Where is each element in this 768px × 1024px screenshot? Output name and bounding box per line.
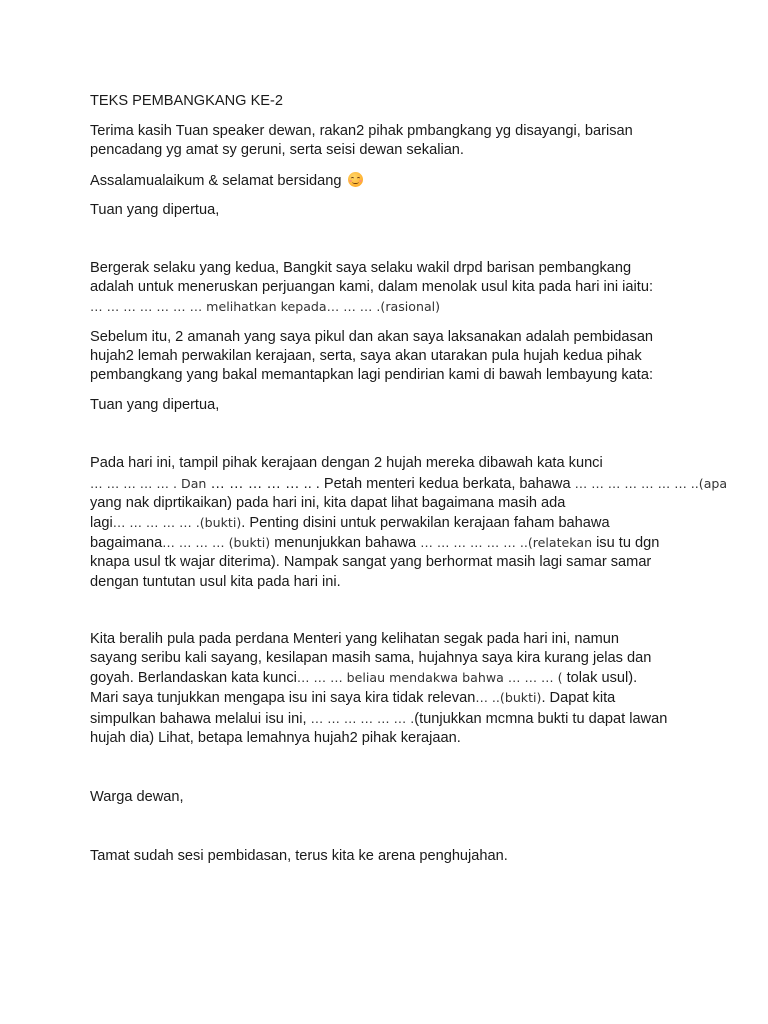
intro-line-2: pencadang yg amat sy geruni, serta seisi dewan sekalian. (90, 142, 464, 159)
document-title: TEKS PEMBANGKANG KE-2 (90, 93, 284, 109)
paragraph-pada-line-7: dengan tuntutan usul kita pada hari ini. (90, 573, 341, 590)
paragraph-sebelum-line-2: hujah2 lemah perwakilan kerajaan, serta, saya akan utarakan pula hujah kedua pihak (90, 347, 642, 364)
paragraph-sebelum (90, 328, 690, 386)
greeting-text: Assalamualaikum & selamat bersidang (90, 172, 342, 189)
address-tuan-2: Tuan yang dipertua, (90, 397, 220, 414)
paragraph-sebelum-line-3: pembangkang yang bakal memantapkan lagi pendirian kami di bawah lembayung kata: (90, 367, 654, 384)
paragraph-bergerak-line-2: adalah untuk meneruskan perjuangan kami, dalam menolak usul kita pada hari ini iaitu: (90, 279, 654, 296)
paragraph-bergerak-line-3: … … … … … … … melihatkan kepada… … … .(rasional) (90, 299, 441, 315)
greeting-paragraph (90, 172, 690, 191)
closing-paragraph: Tamat sudah sesi pembidasan, terus kita ke arena penghujahan. (90, 848, 508, 865)
paragraph-pada-line-1: Pada hari ini, tampil pihak kerajaan dengan 2 hujah mereka dibawah kata kunci (90, 455, 603, 472)
paragraph-kita-line-2: sayang seribu kali sayang, kesilapan masih sama, hujahnya saya kira kurang jelas dan (90, 650, 652, 667)
paragraph-kita-line-4: Mari saya tunjukkan mengapa isu ini saya kira tidak relevan… ..(bukti). Dapat kita (90, 690, 616, 707)
paragraph-bergerak (90, 259, 690, 317)
paragraph-pada-hari-ini (90, 454, 728, 591)
address-warga-dewan: Warga dewan, (90, 789, 184, 806)
intro-paragraph (90, 122, 690, 160)
paragraph-pada-line-3: yang nak diprtikaikan) pada hari ini, kita dapat lihat bagaimana masih ada (90, 494, 566, 511)
address-tuan-1: Tuan yang dipertua, (90, 201, 220, 218)
paragraph-kita-line-6: hujah dia) Lihat, betapa lemahnya hujah2 pihak kerajaan. (90, 729, 461, 746)
paragraph-kita-line-1: Kita beralih pula pada perdana Menteri yang kelihatan segak pada hari ini, namun (90, 630, 619, 647)
document-page (90, 92, 728, 866)
paragraph-pada-line-2: … … … … … . Dan … … … … … .. . Petah menteri kedua berkata, bahawa … … … … … … … ..(apa (90, 475, 728, 492)
intro-line-1: Terima kasih Tuan speaker dewan, rakan2 pihak pmbangkang yg disayangi, barisan (90, 123, 633, 140)
paragraph-pada-line-4: lagi… … … … … .(bukti). Penting disini untuk perwakilan kerajaan faham bahawa (90, 515, 610, 532)
paragraph-bergerak-line-1: Bergerak selaku yang kedua, Bangkit saya selaku wakil drpd barisan pembangkang (90, 260, 632, 277)
paragraph-sebelum-line-1: Sebelum itu, 2 amanah yang saya pikul dan akan saya laksanakan adalah pembidasan (90, 328, 654, 345)
paragraph-kita-line-5: simpulkan bahawa melalui isu ini, … … … … … … .(tunjukkan mcmna bukti tu dapat lawan (90, 710, 668, 727)
paragraph-pada-line-6: knapa usul tk wajar diterima). Nampak sangat yang berhormat masih lagi samar samar (90, 554, 652, 571)
smiling-face-emoji-icon (348, 172, 363, 187)
paragraph-pada-line-5: bagaimana… … … … (bukti) menunjukkan bahawa … … … … … … ..(relatekan isu tu dgn (90, 535, 660, 552)
paragraph-kita-line-3: goyah. Berlandaskan kata kunci… … … beliau mendakwa bahwa … … … ( tolak usul). (90, 670, 638, 687)
paragraph-kita-beralih (90, 630, 690, 748)
